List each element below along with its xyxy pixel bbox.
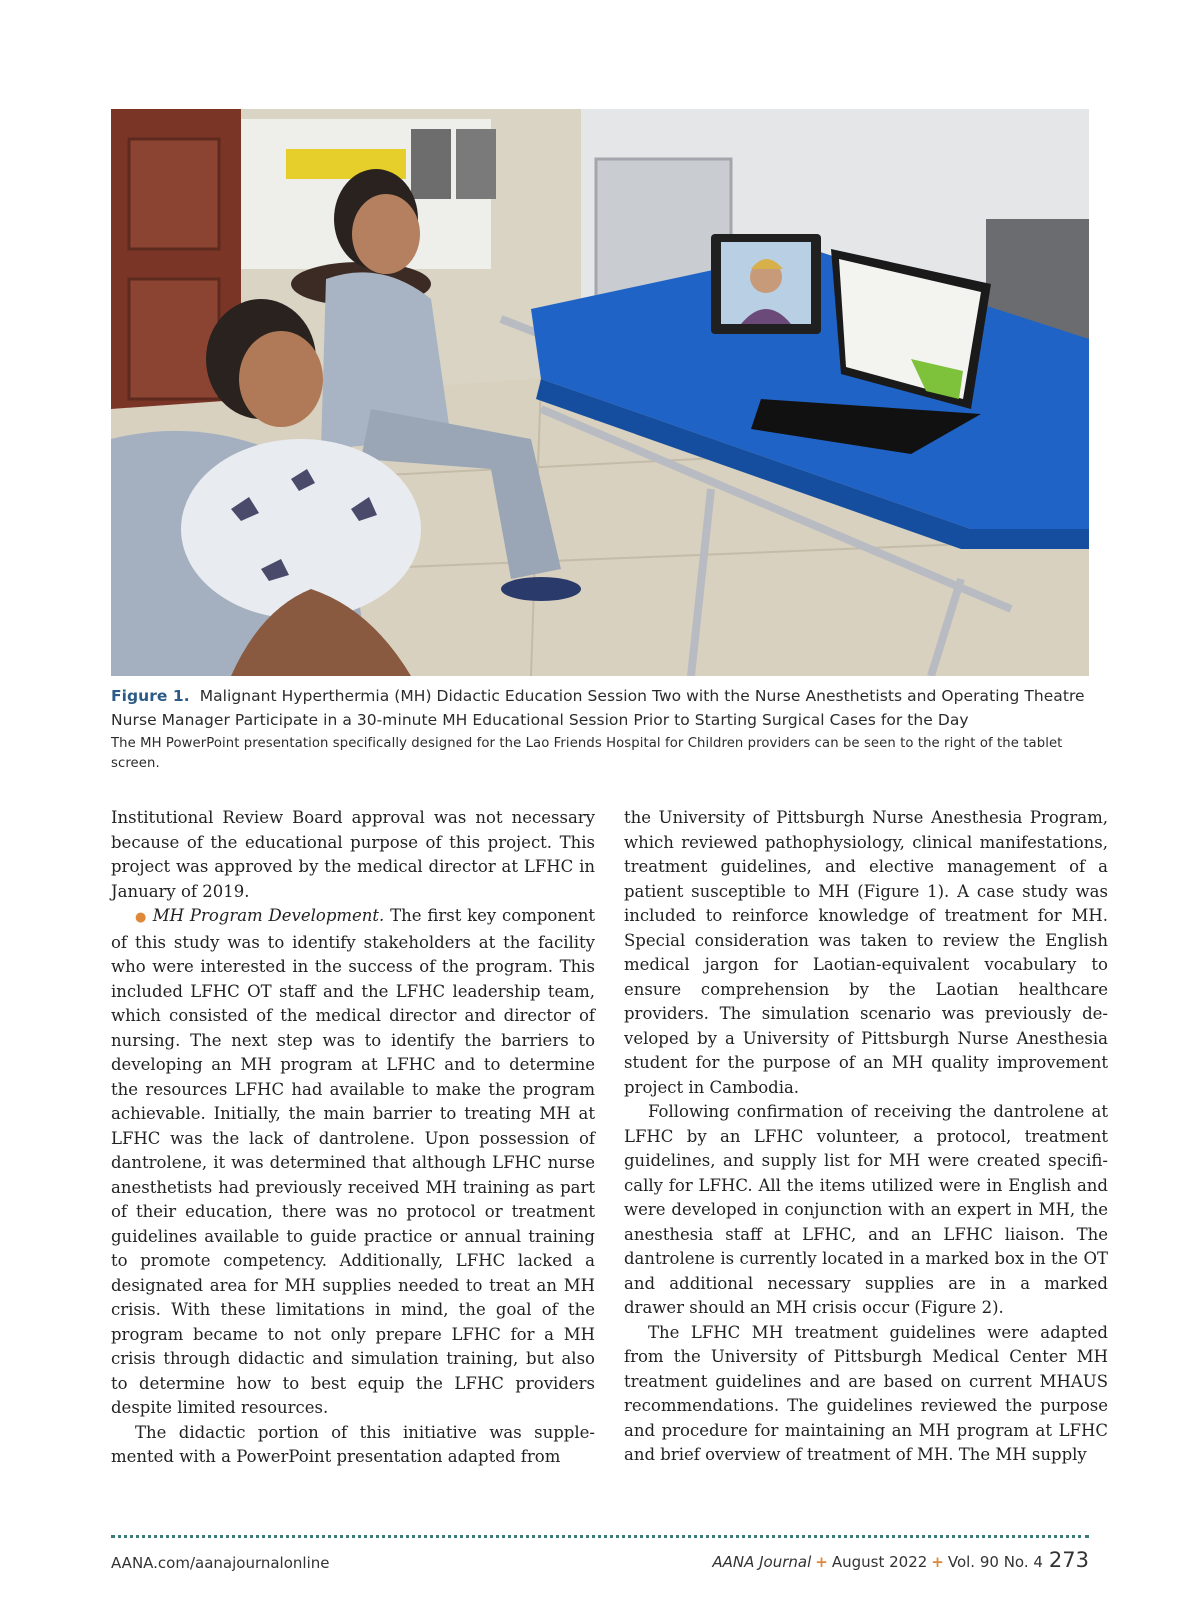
right-paragraph-1: the University of Pittsburgh Nurse Anesthesia Program, which reviewed pathophysiology, clinical manifestations, treatment guidelines, and elective management of a patient susceptible to MH (Figure 1). A case study was included to reinforce knowledge of treatment for MH. Special consideration was taken to review the English medical jargon for Laotian-equivalent vocabulary to ensure comprehension by the Laotian healthcare providers. The simulation scenario was previously developed by a University of Pittsburgh Nurse Anesthesia student for the purpose of an MH quality improvement project in Cambodia. bbox=[624, 808, 1108, 1097]
photo-illustration bbox=[111, 109, 1089, 676]
plus-icon: + bbox=[815, 1553, 828, 1571]
footer-divider bbox=[111, 1535, 1089, 1538]
issue-volume: Vol. 90 No. 4 bbox=[947, 1553, 1043, 1571]
footer-url-link[interactable]: AANA.com/aanajournalonline bbox=[111, 1554, 330, 1572]
figure-note: The MH PowerPoint presentation specifically designed for the Lao Friends Hospital for Children providers can be seen to the right of the tablet screen. bbox=[111, 736, 1063, 771]
left-paragraph-2 bbox=[111, 904, 595, 1421]
figure-caption-title bbox=[111, 684, 1101, 732]
section-subheading: MH Program Development. bbox=[152, 906, 385, 925]
journal-name: AANA Journal bbox=[712, 1553, 812, 1571]
left-paragraph-2-body: The first key component of this study was to identify stakeholders at the facility who were interested in the success of the program. This included LFHC OT staff and the LFHC leadership team, which consisted of the medical director and director of nursing. The next step was to identify the barriers to developing an MH program at LFHC and to determine the resources LFHC had available to make the program achievable. Initially, the main barrier to treating MH at LFHC was the lack of dantrolene. Upon possession of dantrolene, it was determined that although LFHC nurse anesthetists had previously received MH training as part of their education, there was no protocol or treatment guidelines available to guide practice or annual training to promote competency. Additionally, LFHC lacked a designated area for MH supplies needed to treat an MH crisis. With these limitations in mind, the goal of the program became to not only prepare LFHC for a MH crisis through didactic and simulation training, but also to determine how to best equip the LFHC providers despite limited resources. bbox=[111, 906, 596, 1417]
figure-photo bbox=[111, 109, 1089, 676]
right-paragraph-3: The LFHC MH treatment guidelines were adapted from the University of Pittsburgh Medical Center MH treatment guidelines and are based on current MHAUS recommendations. The guidelines reviewed the purpose and procedure for maintaining an MH program at LFHC and brief overview of treatment of MH. The MH supply bbox=[624, 1322, 1108, 1464]
figure-caption bbox=[111, 684, 1101, 774]
left-paragraph-1: Institutional Review Board approval was not necessary because of the educational purpose of this project. This project was approved by the medical director at LFHC in January of 2019. bbox=[111, 808, 595, 901]
footer-journal-info bbox=[712, 1548, 1089, 1572]
page-number: 273 bbox=[1048, 1548, 1089, 1572]
plus-icon: + bbox=[931, 1553, 944, 1571]
bullet-icon: ● bbox=[135, 910, 147, 925]
page-footer bbox=[111, 1548, 1089, 1578]
left-paragraph-3: The didactic portion of this initiative was supplemented with a PowerPoint presentation adapted from bbox=[111, 1422, 595, 1466]
figure-title: Malignant Hyperthermia (MH) Didactic Education Session Two with the Nurse Anesthetists and Operating Theatre Nurse Manager Participate in a 30-minute MH Educational Session Prior to Starting Surgical Cases for the Day bbox=[111, 687, 1085, 729]
left-column bbox=[111, 806, 595, 1470]
figure-label: Figure 1. bbox=[111, 687, 190, 705]
issue-date: August 2022 bbox=[831, 1553, 928, 1571]
right-column bbox=[624, 806, 1108, 1468]
right-paragraph-2: Following confirmation of receiving the dantrolene at LFHC by an LFHC volunteer, a protocol, treatment guidelines, and supply list for MH were created specifically for LFHC. All the items utilized were in English and were developed in conjunction with an expert in MH, the anesthesia staff at LFHC, and an LFHC liaison. The dantrolene is currently located in a marked box in the OT and additional necessary supplies are in a marked drawer should an MH crisis occur (Figure 2). bbox=[624, 1102, 1108, 1317]
